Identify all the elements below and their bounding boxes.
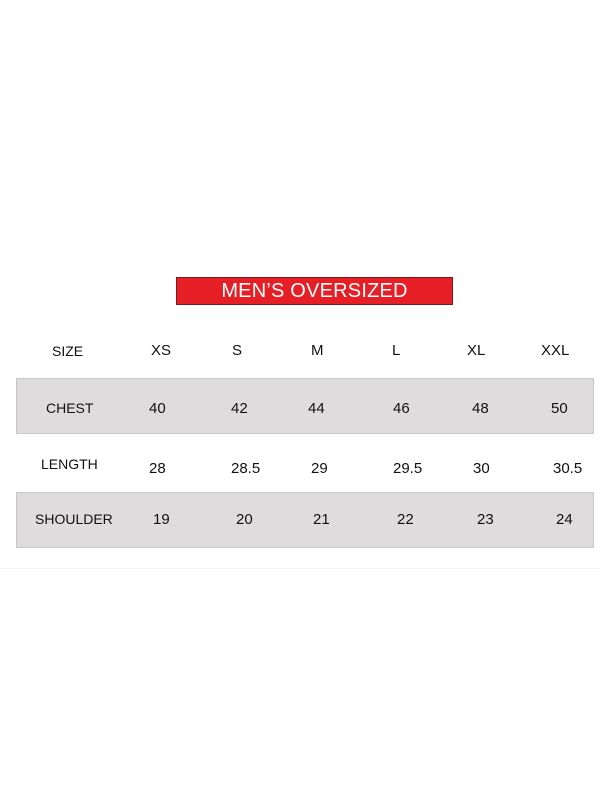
chart-title: MEN’S OVERSIZED — [221, 279, 408, 302]
title-banner — [176, 277, 453, 305]
size-m: M — [311, 342, 324, 359]
divider — [0, 568, 600, 569]
size-xs: XS — [151, 342, 172, 359]
table-cell: 48 — [472, 400, 489, 417]
table-cell: 46 — [393, 400, 410, 417]
table-cell: 30 — [473, 460, 490, 477]
size-xl: XL — [467, 342, 486, 359]
table-cell: 22 — [397, 511, 414, 528]
table-cell: 42 — [231, 400, 248, 417]
table-cell: 30.5 — [553, 460, 583, 477]
row-label: LENGTH — [41, 456, 98, 472]
table-cell: 29.5 — [393, 460, 423, 477]
header-label: SIZE — [52, 343, 84, 359]
table-cell: 50 — [551, 400, 568, 417]
table-cell: 28 — [149, 460, 166, 477]
size-xxl: XXL — [541, 342, 570, 359]
table-cell: 20 — [236, 511, 253, 528]
row-label: CHEST — [46, 400, 94, 416]
table-row-band — [16, 378, 594, 434]
table-cell: 23 — [477, 511, 494, 528]
table-cell: 19 — [153, 511, 170, 528]
table-cell: 40 — [149, 400, 166, 417]
table-cell: 21 — [313, 511, 330, 528]
table-cell: 28.5 — [231, 460, 261, 477]
table-cell: 29 — [311, 460, 328, 477]
table-cell: 44 — [308, 400, 325, 417]
size-s: S — [232, 342, 243, 359]
table-cell: 24 — [556, 511, 573, 528]
size-l: L — [392, 342, 401, 359]
row-label: SHOULDER — [35, 511, 113, 527]
